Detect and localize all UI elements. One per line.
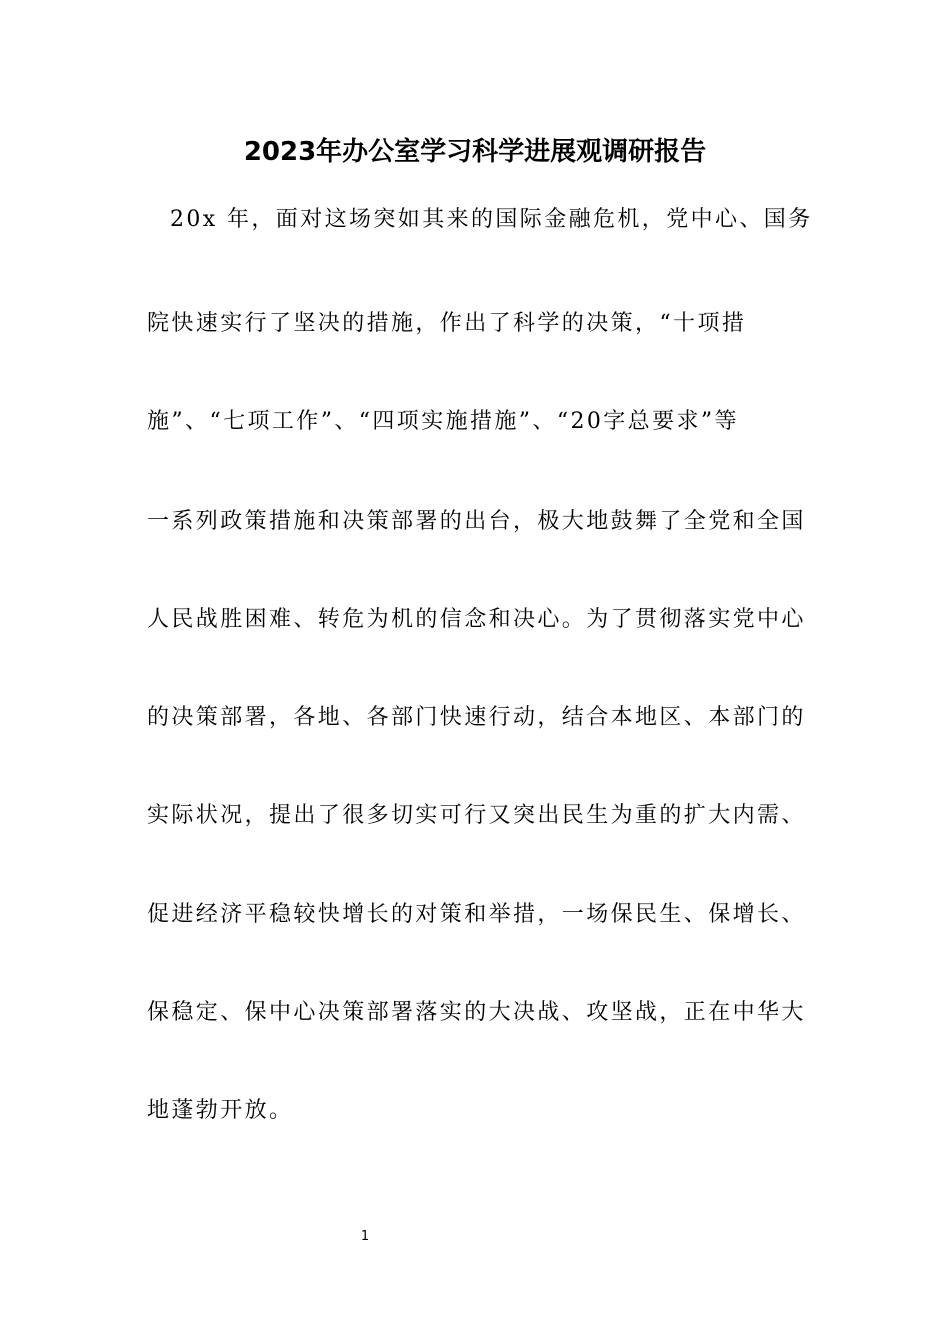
page-number: 1 — [360, 1229, 370, 1244]
paragraph-line-3: 施”、“七项工作”、“四项实施措施”、“20字总要求”等 — [147, 409, 739, 434]
paragraph-line-8: 促进经济平稳较快增长的对策和举措，一场保民生、保增长、 — [147, 902, 806, 927]
paragraph-line-1: 20x 年，面对这场突如其来的国际金融危机，党中心、国务 — [170, 207, 813, 232]
paragraph-line-2: 院快速实行了坚决的措施，作出了科学的决策，“十项措 — [147, 311, 747, 336]
paragraph-line-5: 人民战胜困难、转危为机的信念和决心。为了贯彻落实党中心 — [147, 607, 806, 632]
paragraph-line-7: 实际状况，提出了很多切实可行又突出民生为重的扩大内需、 — [147, 803, 806, 828]
paragraph-line-6: 的决策部署，各地、各部门快速行动，结合本地区、本部门的 — [147, 705, 806, 730]
paragraph-line-10: 地蓬勃开放。 — [147, 1098, 294, 1123]
paragraph-line-4: 一系列政策措施和决策部署的出台，极大地鼓舞了全党和全国 — [147, 509, 806, 534]
paragraph-line-9: 保稳定、保中心决策部署落实的大决战、攻坚战，正在中华大 — [147, 1000, 806, 1025]
document-title: 2023年办公室学习科学进展观调研报告 — [243, 137, 707, 167]
